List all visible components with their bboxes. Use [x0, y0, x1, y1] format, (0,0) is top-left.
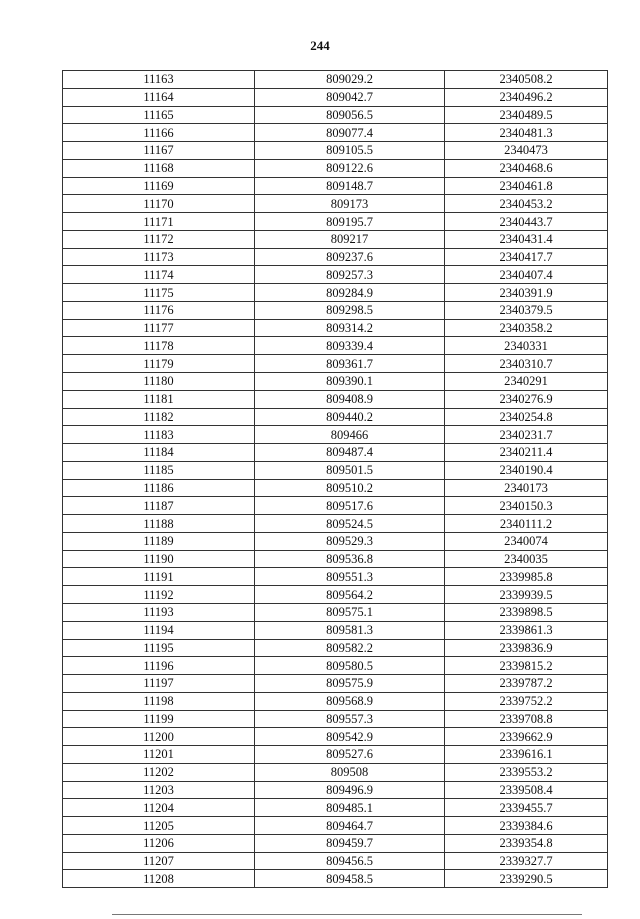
y-coordinate-cell: 2340211.4	[445, 444, 608, 462]
point-number-cell: 11180	[63, 373, 255, 391]
table-row	[63, 213, 608, 231]
table-row	[63, 568, 608, 586]
table-row	[63, 88, 608, 106]
x-coordinate-cell: 809122.6	[255, 159, 445, 177]
x-coordinate-cell: 809456.5	[255, 852, 445, 870]
x-coordinate-cell: 809390.1	[255, 373, 445, 391]
table-row	[63, 373, 608, 391]
coordinates-table	[62, 70, 608, 888]
x-coordinate-cell: 809042.7	[255, 88, 445, 106]
table-row	[63, 337, 608, 355]
table-row	[63, 710, 608, 728]
point-number-cell: 11172	[63, 230, 255, 248]
point-number-cell: 11181	[63, 390, 255, 408]
point-number-cell: 11176	[63, 301, 255, 319]
table-row	[63, 159, 608, 177]
point-number-cell: 11182	[63, 408, 255, 426]
y-coordinate-cell: 2340496.2	[445, 88, 608, 106]
x-coordinate-cell: 809339.4	[255, 337, 445, 355]
point-number-cell: 11200	[63, 728, 255, 746]
point-number-cell: 11165	[63, 106, 255, 124]
y-coordinate-cell: 2340391.9	[445, 284, 608, 302]
table-row	[63, 497, 608, 515]
table-row	[63, 692, 608, 710]
x-coordinate-cell: 809568.9	[255, 692, 445, 710]
x-coordinate-cell: 809527.6	[255, 746, 445, 764]
table-row	[63, 426, 608, 444]
y-coordinate-cell: 2339836.9	[445, 639, 608, 657]
y-coordinate-cell: 2340508.2	[445, 71, 608, 89]
y-coordinate-cell: 2340358.2	[445, 319, 608, 337]
point-number-cell: 11204	[63, 799, 255, 817]
table-row	[63, 124, 608, 142]
table-row	[63, 834, 608, 852]
x-coordinate-cell: 809195.7	[255, 213, 445, 231]
y-coordinate-cell: 2340443.7	[445, 213, 608, 231]
x-coordinate-cell: 809575.9	[255, 675, 445, 693]
x-coordinate-cell: 809580.5	[255, 657, 445, 675]
table-row	[63, 355, 608, 373]
y-coordinate-cell: 2339290.5	[445, 870, 608, 888]
x-coordinate-cell: 809284.9	[255, 284, 445, 302]
x-coordinate-cell: 809314.2	[255, 319, 445, 337]
table-row	[63, 177, 608, 195]
table-row	[63, 550, 608, 568]
table-row	[63, 781, 608, 799]
point-number-cell: 11190	[63, 550, 255, 568]
table-row	[63, 479, 608, 497]
x-coordinate-cell: 809496.9	[255, 781, 445, 799]
x-coordinate-cell: 809575.1	[255, 603, 445, 621]
table-row	[63, 852, 608, 870]
y-coordinate-cell: 2339553.2	[445, 763, 608, 781]
table-row	[63, 408, 608, 426]
point-number-cell: 11196	[63, 657, 255, 675]
table-row	[63, 586, 608, 604]
table-row	[63, 621, 608, 639]
x-coordinate-cell: 809517.6	[255, 497, 445, 515]
x-coordinate-cell: 809564.2	[255, 586, 445, 604]
table-row	[63, 532, 608, 550]
x-coordinate-cell: 809508	[255, 763, 445, 781]
point-number-cell: 11197	[63, 675, 255, 693]
x-coordinate-cell: 809440.2	[255, 408, 445, 426]
y-coordinate-cell: 2339662.9	[445, 728, 608, 746]
point-number-cell: 11192	[63, 586, 255, 604]
x-coordinate-cell: 809529.3	[255, 532, 445, 550]
table-row	[63, 301, 608, 319]
point-number-cell: 11171	[63, 213, 255, 231]
x-coordinate-cell: 809173	[255, 195, 445, 213]
y-coordinate-cell: 2340310.7	[445, 355, 608, 373]
table-row	[63, 71, 608, 89]
y-coordinate-cell: 2340473	[445, 142, 608, 160]
point-number-cell: 11170	[63, 195, 255, 213]
y-coordinate-cell: 2340035	[445, 550, 608, 568]
y-coordinate-cell: 2340481.3	[445, 124, 608, 142]
point-number-cell: 11184	[63, 444, 255, 462]
point-number-cell: 11174	[63, 266, 255, 284]
table-row	[63, 390, 608, 408]
y-coordinate-cell: 2339354.8	[445, 834, 608, 852]
point-number-cell: 11203	[63, 781, 255, 799]
table-row	[63, 319, 608, 337]
y-coordinate-cell: 2339752.2	[445, 692, 608, 710]
y-coordinate-cell: 2339616.1	[445, 746, 608, 764]
point-number-cell: 11186	[63, 479, 255, 497]
y-coordinate-cell: 2340231.7	[445, 426, 608, 444]
y-coordinate-cell: 2340407.4	[445, 266, 608, 284]
point-number-cell: 11163	[63, 71, 255, 89]
y-coordinate-cell: 2339985.8	[445, 568, 608, 586]
y-coordinate-cell: 2339455.7	[445, 799, 608, 817]
table-row	[63, 603, 608, 621]
x-coordinate-cell: 809105.5	[255, 142, 445, 160]
point-number-cell: 11185	[63, 461, 255, 479]
point-number-cell: 11208	[63, 870, 255, 888]
x-coordinate-cell: 809217	[255, 230, 445, 248]
y-coordinate-cell: 2340254.8	[445, 408, 608, 426]
table-row	[63, 444, 608, 462]
table-row	[63, 728, 608, 746]
point-number-cell: 11166	[63, 124, 255, 142]
point-number-cell: 11194	[63, 621, 255, 639]
table-row	[63, 284, 608, 302]
y-coordinate-cell: 2339815.2	[445, 657, 608, 675]
y-coordinate-cell: 2339708.8	[445, 710, 608, 728]
table-row	[63, 230, 608, 248]
x-coordinate-cell: 809542.9	[255, 728, 445, 746]
y-coordinate-cell: 2339898.5	[445, 603, 608, 621]
table-row	[63, 515, 608, 533]
point-number-cell: 11198	[63, 692, 255, 710]
y-coordinate-cell: 2339861.3	[445, 621, 608, 639]
table-row	[63, 817, 608, 835]
point-number-cell: 11193	[63, 603, 255, 621]
point-number-cell: 11201	[63, 746, 255, 764]
point-number-cell: 11195	[63, 639, 255, 657]
table-row	[63, 142, 608, 160]
x-coordinate-cell: 809510.2	[255, 479, 445, 497]
x-coordinate-cell: 809536.8	[255, 550, 445, 568]
x-coordinate-cell: 809466	[255, 426, 445, 444]
x-coordinate-cell: 809458.5	[255, 870, 445, 888]
y-coordinate-cell: 2340431.4	[445, 230, 608, 248]
point-number-cell: 11205	[63, 817, 255, 835]
point-number-cell: 11178	[63, 337, 255, 355]
table-row	[63, 248, 608, 266]
x-coordinate-cell: 809487.4	[255, 444, 445, 462]
point-number-cell: 11173	[63, 248, 255, 266]
point-number-cell: 11206	[63, 834, 255, 852]
point-number-cell: 11191	[63, 568, 255, 586]
y-coordinate-cell: 2340331	[445, 337, 608, 355]
x-coordinate-cell: 809459.7	[255, 834, 445, 852]
table-row	[63, 763, 608, 781]
point-number-cell: 11199	[63, 710, 255, 728]
point-number-cell: 11183	[63, 426, 255, 444]
point-number-cell: 11207	[63, 852, 255, 870]
point-number-cell: 11167	[63, 142, 255, 160]
x-coordinate-cell: 809257.3	[255, 266, 445, 284]
y-coordinate-cell: 2340173	[445, 479, 608, 497]
point-number-cell: 11189	[63, 532, 255, 550]
point-number-cell: 11177	[63, 319, 255, 337]
table-row	[63, 106, 608, 124]
y-coordinate-cell: 2339327.7	[445, 852, 608, 870]
table-row	[63, 799, 608, 817]
x-coordinate-cell: 809557.3	[255, 710, 445, 728]
y-coordinate-cell: 2340461.8	[445, 177, 608, 195]
x-coordinate-cell: 809298.5	[255, 301, 445, 319]
y-coordinate-cell: 2340417.7	[445, 248, 608, 266]
x-coordinate-cell: 809501.5	[255, 461, 445, 479]
table-row	[63, 266, 608, 284]
y-coordinate-cell: 2340379.5	[445, 301, 608, 319]
y-coordinate-cell: 2340276.9	[445, 390, 608, 408]
y-coordinate-cell: 2339787.2	[445, 675, 608, 693]
y-coordinate-cell: 2340468.6	[445, 159, 608, 177]
table-body	[63, 71, 608, 888]
x-coordinate-cell: 809524.5	[255, 515, 445, 533]
x-coordinate-cell: 809056.5	[255, 106, 445, 124]
footer-divider	[112, 914, 582, 915]
point-number-cell: 11175	[63, 284, 255, 302]
x-coordinate-cell: 809237.6	[255, 248, 445, 266]
y-coordinate-cell: 2339384.6	[445, 817, 608, 835]
point-number-cell: 11169	[63, 177, 255, 195]
table-row	[63, 746, 608, 764]
x-coordinate-cell: 809361.7	[255, 355, 445, 373]
table-row	[63, 195, 608, 213]
point-number-cell: 11168	[63, 159, 255, 177]
point-number-cell: 11164	[63, 88, 255, 106]
table-row	[63, 639, 608, 657]
table-row	[63, 657, 608, 675]
x-coordinate-cell: 809582.2	[255, 639, 445, 657]
point-number-cell: 11202	[63, 763, 255, 781]
table-row	[63, 461, 608, 479]
point-number-cell: 11179	[63, 355, 255, 373]
y-coordinate-cell: 2340150.3	[445, 497, 608, 515]
y-coordinate-cell: 2339939.5	[445, 586, 608, 604]
x-coordinate-cell: 809581.3	[255, 621, 445, 639]
page-number: 244	[310, 38, 330, 53]
y-coordinate-cell: 2340489.5	[445, 106, 608, 124]
y-coordinate-cell: 2340190.4	[445, 461, 608, 479]
x-coordinate-cell: 809077.4	[255, 124, 445, 142]
x-coordinate-cell: 809551.3	[255, 568, 445, 586]
x-coordinate-cell: 809148.7	[255, 177, 445, 195]
y-coordinate-cell: 2340111.2	[445, 515, 608, 533]
table-row	[63, 675, 608, 693]
point-number-cell: 11187	[63, 497, 255, 515]
x-coordinate-cell: 809029.2	[255, 71, 445, 89]
x-coordinate-cell: 809464.7	[255, 817, 445, 835]
y-coordinate-cell: 2340453.2	[445, 195, 608, 213]
x-coordinate-cell: 809408.9	[255, 390, 445, 408]
y-coordinate-cell: 2340291	[445, 373, 608, 391]
y-coordinate-cell: 2339508.4	[445, 781, 608, 799]
y-coordinate-cell: 2340074	[445, 532, 608, 550]
x-coordinate-cell: 809485.1	[255, 799, 445, 817]
point-number-cell: 11188	[63, 515, 255, 533]
table-row	[63, 870, 608, 888]
